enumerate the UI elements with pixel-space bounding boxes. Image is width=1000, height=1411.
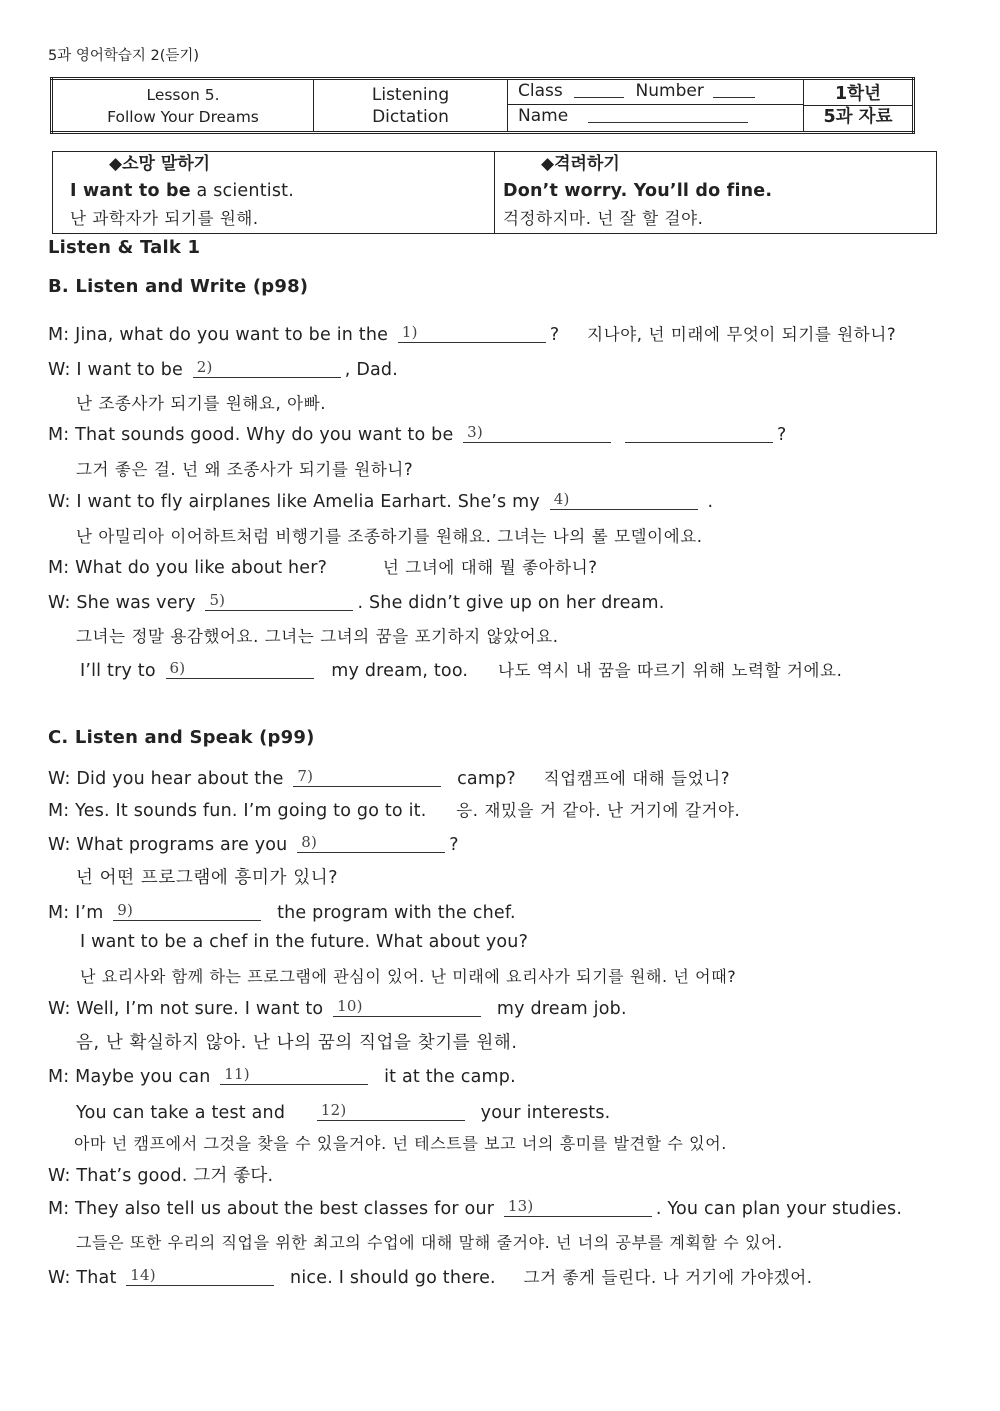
lesson-title: Follow Your Dreams <box>107 107 259 126</box>
b-line-5-ko: 넌 그녀에 대해 뭘 좋아하니? <box>382 558 598 577</box>
c-line-8-ko: 그들은 또한 우리의 직업을 위한 최고의 수업에 대해 말해 줄거야. 넌 너의 공부를 계획할 수 있어. <box>76 1233 783 1252</box>
section-listen-talk: Listen & Talk 1 <box>48 237 201 258</box>
c-line-4: M: I’m 9) the program with the chef. <box>48 901 516 923</box>
c-line-2: M: Yes. It sounds fun. I’m going to go to it. 응. 재밌을 거 같아. 난 거기에 갈거야. <box>48 801 741 821</box>
b-line-6-ko: 그녀는 정말 용감했어요. 그녀는 그녀의 꿈을 포기하지 않았어요. <box>76 627 559 646</box>
lesson-number: Lesson 5. <box>146 85 220 104</box>
wish-title: ◆소망 말하기 <box>109 154 211 174</box>
c-line-6-ko: 아마 넌 캠프에서 그것을 찾을 수 있을거야. 넌 테스트를 보고 너의 흥미를 발견할 수 있어. <box>74 1134 727 1153</box>
blank-13[interactable]: 13) <box>504 1196 652 1217</box>
header-table <box>50 77 915 134</box>
blank-2[interactable]: 2) <box>193 357 341 378</box>
blank-8[interactable]: 8) <box>297 832 445 853</box>
encourage-title: ◆격려하기 <box>541 154 620 174</box>
number-field[interactable] <box>713 97 755 98</box>
c-line-6: M: Maybe you can 11) it at the camp. <box>48 1065 516 1087</box>
grade-cell <box>804 79 914 133</box>
b-line-6: W: She was very 5) . She didn’t give up on her dream. <box>48 591 665 613</box>
b-line-2-ko: 난 조종사가 되기를 원해요, 아빠. <box>76 394 327 413</box>
b-line-1: M: Jina, what do you want to be in the 1) ? 지나야, 넌 미래에 무엇이 되기를 원하니? <box>48 323 897 345</box>
c-line-4b: I want to be a chef in the future. What about you? <box>80 932 529 952</box>
blank-11[interactable]: 11) <box>220 1064 368 1085</box>
material: 5과 자료 <box>823 107 893 127</box>
b-line-2: W: I want to be 2) , Dad. <box>48 358 398 380</box>
blank-6[interactable]: 6) <box>166 658 314 679</box>
type-dictation: Dictation <box>372 106 449 127</box>
b-line-3-ko: 그거 좋은 걸. 넌 왜 조종사가 되기를 원하니? <box>76 460 414 479</box>
wish-en <box>53 176 494 206</box>
b-line-3: M: That sounds good. Why do you want to be 3) ? <box>48 423 787 445</box>
c-line-4-ko: 난 요리사와 함께 하는 프로그램에 관심이 있어. 난 미래에 요리사가 되기를 원해. 넌 어때? <box>80 967 737 986</box>
blank-1[interactable]: 1) <box>398 322 546 343</box>
expression-wish <box>53 152 495 234</box>
wish-ko: 난 과학자가 되기를 원해. <box>70 209 259 228</box>
c-line-1: W: Did you hear about the 7) camp? 직업캠프에 대해 들었니? <box>48 767 731 789</box>
blank-3b[interactable] <box>625 422 773 443</box>
c-line-8: M: They also tell us about the best classes for our 13) . You can plan your studies. <box>48 1197 903 1219</box>
c-line-2-ko: 응. 재밌을 거 같아. 난 거기에 갈거야. <box>456 801 741 820</box>
blank-10[interactable]: 10) <box>333 996 481 1017</box>
blank-14[interactable]: 14) <box>126 1265 274 1286</box>
encourage-ko: 걱정하지마. 넌 잘 할 걸야. <box>503 209 704 228</box>
c-line-7: W: That’s good. 그거 좋다. <box>48 1166 274 1186</box>
b-line-7: I’ll try to 6) my dream, too. 나도 역시 내 꿈을 따르기 위해 노력할 거에요. <box>80 659 843 681</box>
expressions-box <box>52 151 937 234</box>
class-number-row <box>508 80 803 105</box>
b-line-4-ko: 난 아밀리아 이어하트처럼 비행기를 조종하기를 원해요. 그녀는 나의 롤 모델이에요. <box>76 527 703 546</box>
blank-7[interactable]: 7) <box>293 766 441 787</box>
doc-title: 5과 영어학습지 2(듣기) <box>48 48 200 64</box>
c-line-5-ko: 음, 난 확실하지 않아. 난 나의 꿈의 직업을 찾기를 원해. <box>76 1033 518 1053</box>
type-listening: Listening <box>371 84 450 105</box>
lesson-cell <box>52 79 314 133</box>
student-info-cell <box>508 79 804 133</box>
name-label: Name <box>518 106 569 126</box>
wish-en-rest: a scientist. <box>190 181 294 201</box>
section-b-heading: B. Listen and Write (p98) <box>48 276 309 297</box>
blank-5[interactable]: 5) <box>205 590 353 611</box>
c-line-5: W: Well, I’m not sure. I want to 10) my dream job. <box>48 997 627 1019</box>
blank-12[interactable]: 12) <box>317 1100 465 1121</box>
b-line-1-ko: 지나야, 넌 미래에 무엇이 되기를 원하니? <box>587 325 897 344</box>
class-field[interactable] <box>574 97 624 98</box>
b-line-5: M: What do you like about her? 넌 그녀에 대해 뭘 좋아하니? <box>48 558 598 578</box>
name-field[interactable] <box>588 122 748 123</box>
b-line-4: W: I want to fly airplanes like Amelia Earhart. She’s my 4) . <box>48 490 714 512</box>
blank-3a[interactable]: 3) <box>463 422 611 443</box>
number-label: Number <box>635 81 704 101</box>
b-line-7-ko: 나도 역시 내 꿈을 따르기 위해 노력할 거에요. <box>497 661 843 680</box>
c-line-3-ko: 넌 어떤 프로그램에 흥미가 있니? <box>76 868 339 888</box>
encourage-en: Don’t worry. You’ll do fine. <box>503 181 773 201</box>
wish-en-bold: I want to be <box>70 181 191 201</box>
c-line-1-ko: 직업캠프에 대해 들었니? <box>543 769 731 788</box>
grade: 1학년 <box>804 83 912 106</box>
blank-9[interactable]: 9) <box>113 900 261 921</box>
section-c-heading: C. Listen and Speak (p99) <box>48 727 315 748</box>
type-cell <box>314 79 508 133</box>
expression-encourage <box>495 152 937 234</box>
c-line-3: W: What programs are you 8) ? <box>48 833 459 855</box>
c-line-6b: You can take a test and 12) your interests. <box>76 1101 611 1123</box>
class-label: Class <box>518 81 563 101</box>
c-line-9-ko: 그거 좋게 들린다. 나 거기에 가야겠어. <box>523 1268 813 1287</box>
c-line-9: W: That 14) nice. I should go there. 그거 좋게 들린다. 나 거기에 가야겠어. <box>48 1266 813 1288</box>
name-row <box>508 105 803 131</box>
blank-4[interactable]: 4) <box>550 489 698 510</box>
